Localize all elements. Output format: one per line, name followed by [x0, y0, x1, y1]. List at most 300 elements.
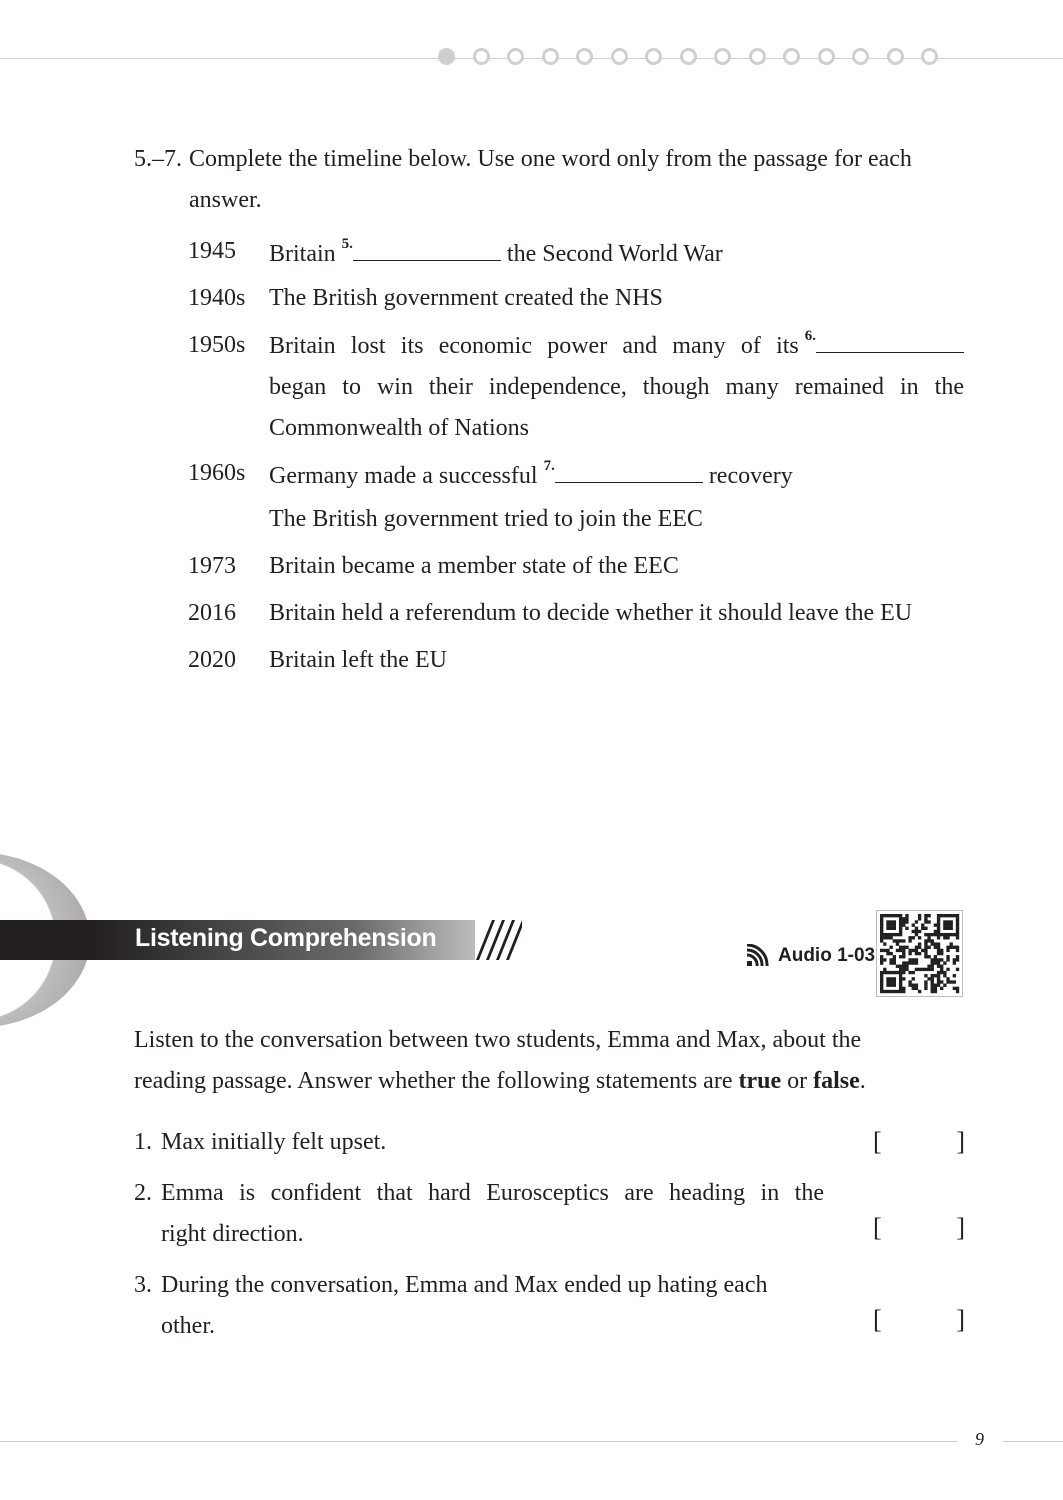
qr-module: [950, 942, 953, 945]
dot-icon: [680, 48, 697, 65]
qr-module: [886, 949, 889, 952]
qr-module: [953, 933, 956, 936]
qr-module: [937, 946, 940, 949]
qr-module: [899, 949, 902, 952]
timeline-text: the Second World War: [500, 241, 723, 267]
qr-module: [883, 958, 886, 961]
qr-module: [896, 942, 899, 945]
qr-module: [902, 923, 905, 926]
qr-module: [956, 958, 959, 961]
qr-module: [905, 917, 908, 920]
qr-module: [956, 968, 959, 971]
qr-module: [912, 949, 915, 952]
qr-module: [899, 965, 902, 968]
prompt-line: Complete the timeline below. Use one word only from the passage for each: [189, 146, 912, 172]
qr-module: [956, 987, 959, 990]
statement-item: [134, 1122, 824, 1163]
qr-module: [956, 936, 959, 939]
answer-box[interactable]: [873, 1127, 965, 1157]
qr-module: [924, 955, 927, 958]
timeline-text: began to win their independence, though many remained in the: [269, 374, 964, 400]
timeline-year: 1945: [188, 238, 236, 264]
qr-module: [934, 987, 937, 990]
qr-module: [915, 930, 918, 933]
qr-module: [927, 936, 930, 939]
answer-blank[interactable]: [353, 238, 501, 261]
qr-module: [927, 955, 930, 958]
qr-module: [924, 920, 927, 923]
qr-module: [918, 930, 921, 933]
qr-module: [896, 965, 899, 968]
qr-module: [953, 987, 956, 990]
qr-module: [883, 936, 886, 939]
blank-number: 5.: [341, 236, 353, 252]
qr-module: [899, 923, 902, 926]
qr-module: [886, 984, 889, 987]
qr-module: [889, 927, 892, 930]
qr-module: [902, 968, 905, 971]
blank-number: 7.: [543, 458, 555, 474]
qr-module: [889, 984, 892, 987]
audio-wave-icon: [746, 944, 774, 968]
qr-module: [927, 946, 930, 949]
qr-module: [899, 980, 902, 983]
qr-module: [934, 942, 937, 945]
dot-icon: [438, 48, 455, 65]
qr-module: [893, 958, 896, 961]
qr-module: [940, 952, 943, 955]
qr-module: [899, 977, 902, 980]
qr-code-image: [877, 911, 962, 996]
timeline-text: Britain left the EU: [269, 647, 447, 673]
question-prompt: [134, 139, 964, 221]
qr-module: [883, 968, 886, 971]
qr-module: [915, 987, 918, 990]
qr-module: [915, 968, 918, 971]
qr-module: [931, 939, 934, 942]
qr-module: [918, 936, 921, 939]
bracket-close: ]: [956, 1305, 965, 1334]
qr-module: [924, 914, 927, 917]
qr-module: [915, 961, 918, 964]
qr-module: [940, 987, 943, 990]
qr-module: [883, 990, 886, 993]
timeline-text: Germany made a successful: [269, 463, 544, 489]
qr-module: [880, 920, 883, 923]
question-number: 5.–7.: [134, 146, 182, 172]
qr-module: [880, 990, 883, 993]
qr-module: [940, 968, 943, 971]
qr-module: [902, 965, 905, 968]
qr-module: [889, 914, 892, 917]
qr-module: [934, 923, 937, 926]
qr-module: [953, 946, 956, 949]
qr-module: [943, 974, 946, 977]
dot-icon: [852, 48, 869, 65]
qr-module: [899, 933, 902, 936]
qr-module: [880, 930, 883, 933]
audio-link[interactable]: [746, 944, 875, 968]
instruction-text: or: [781, 1068, 814, 1094]
qr-module: [924, 927, 927, 930]
dot-icon: [714, 48, 731, 65]
qr-module: [908, 958, 911, 961]
qr-module: [937, 965, 940, 968]
item-text: During the conversation, Emma and Max ended up hating each: [161, 1272, 768, 1298]
qr-module: [905, 965, 908, 968]
qr-module: [956, 917, 959, 920]
qr-module: [918, 914, 921, 917]
answer-blank[interactable]: [816, 330, 964, 353]
instruction-text: .: [859, 1068, 866, 1094]
qr-module: [934, 961, 937, 964]
qr-module: [893, 990, 896, 993]
qr-module: [912, 961, 915, 964]
qr-module: [896, 939, 899, 942]
qr-module: [918, 990, 921, 993]
qr-module: [880, 939, 883, 942]
qr-module: [931, 942, 934, 945]
qr-module: [924, 968, 927, 971]
qr-module: [902, 987, 905, 990]
qr-module: [889, 952, 892, 955]
qr-module: [899, 984, 902, 987]
qr-module: [946, 936, 949, 939]
qr-module: [899, 990, 902, 993]
qr-module: [899, 955, 902, 958]
qr-module: [924, 974, 927, 977]
qr-module: [902, 949, 905, 952]
qr-module: [953, 961, 956, 964]
qr-module: [918, 968, 921, 971]
dot-icon: [645, 48, 662, 65]
qr-module: [886, 980, 889, 983]
qr-module: [924, 949, 927, 952]
qr-module: [886, 933, 889, 936]
qr-module: [899, 987, 902, 990]
qr-module: [937, 961, 940, 964]
qr-module: [918, 942, 921, 945]
timeline-year: 1960s: [188, 460, 246, 486]
qr-module: [921, 923, 924, 926]
qr-module: [908, 939, 911, 942]
qr-module: [915, 952, 918, 955]
qr-module: [937, 930, 940, 933]
dot-icon: [818, 48, 835, 65]
listening-instructions: [134, 1020, 964, 1102]
timeline-text: Britain held a referendum to decide whether it should leave the EU: [269, 600, 913, 626]
qr-module: [921, 968, 924, 971]
statement-item: [134, 1173, 824, 1255]
qr-module: [915, 933, 918, 936]
qr-module: [889, 971, 892, 974]
qr-module: [880, 987, 883, 990]
qr-module: [889, 923, 892, 926]
qr-module: [931, 990, 934, 993]
qr-module: [880, 961, 883, 964]
qr-module: [905, 968, 908, 971]
qr-module: [931, 933, 934, 936]
header-dots: [438, 48, 938, 70]
bracket-close: ]: [956, 1127, 965, 1156]
qr-module: [908, 936, 911, 939]
qr-module: [943, 923, 946, 926]
bracket-open: [: [873, 1213, 882, 1242]
timeline-text: Britain: [269, 241, 342, 267]
qr-module: [880, 949, 883, 952]
qr-module: [899, 974, 902, 977]
qr-module: [886, 971, 889, 974]
qr-module: [889, 920, 892, 923]
item-text: right direction.: [161, 1221, 304, 1247]
timeline-year: 2016: [188, 600, 236, 626]
qr-module: [905, 946, 908, 949]
qr-module: [931, 987, 934, 990]
qr-module: [943, 936, 946, 939]
qr-module: [934, 930, 937, 933]
qr-module: [905, 927, 908, 930]
qr-module: [940, 914, 943, 917]
qr-module: [937, 984, 940, 987]
qr-module: [908, 980, 911, 983]
qr-module: [883, 971, 886, 974]
timeline-year: 2020: [188, 647, 236, 673]
qr-module: [896, 971, 899, 974]
qr-module: [956, 955, 959, 958]
dot-icon: [611, 48, 628, 65]
qr-module: [946, 968, 949, 971]
qr-module: [899, 920, 902, 923]
qr-module: [937, 974, 940, 977]
qr-module: [937, 971, 940, 974]
qr-module: [886, 920, 889, 923]
qr-module: [893, 955, 896, 958]
instruction-line: [134, 1061, 964, 1102]
qr-module: [889, 980, 892, 983]
qr-module: [908, 961, 911, 964]
qr-module: [946, 933, 949, 936]
answer-box[interactable]: [873, 1305, 965, 1335]
dot-icon: [473, 48, 490, 65]
qr-module: [931, 974, 934, 977]
qr-module: [924, 952, 927, 955]
qr-module: [889, 936, 892, 939]
qr-module: [927, 933, 930, 936]
qr-module: [946, 958, 949, 961]
qr-module: [899, 914, 902, 917]
keyword-false: false: [813, 1068, 860, 1094]
qr-module: [934, 990, 937, 993]
qr-module: [908, 971, 911, 974]
qr-module: [883, 933, 886, 936]
qr-module: [893, 933, 896, 936]
qr-module: [889, 977, 892, 980]
qr-module: [893, 961, 896, 964]
qr-module: [889, 933, 892, 936]
qr-module: [950, 946, 953, 949]
qr-module: [931, 965, 934, 968]
item-number: 1.: [134, 1129, 152, 1155]
qr-module: [921, 927, 924, 930]
qr-module: [899, 971, 902, 974]
qr-module: [940, 965, 943, 968]
timeline-text: recovery: [702, 463, 793, 489]
qr-module: [927, 965, 930, 968]
qr-module: [893, 984, 896, 987]
qr-module: [931, 961, 934, 964]
timeline-text: Commonwealth of Nations: [269, 415, 529, 441]
qr-module: [880, 971, 883, 974]
qr-module: [946, 946, 949, 949]
answer-blank[interactable]: [555, 460, 703, 483]
item-number: 3.: [134, 1272, 152, 1298]
qr-module: [943, 914, 946, 917]
qr-module: [896, 914, 899, 917]
qr-module: [918, 946, 921, 949]
dot-icon: [749, 48, 766, 65]
qr-module: [943, 920, 946, 923]
keyword-true: true: [738, 1068, 782, 1094]
qr-module: [893, 980, 896, 983]
qr-module: [937, 914, 940, 917]
qr-module: [915, 927, 918, 930]
qr-module: [956, 923, 959, 926]
timeline-year: 1973: [188, 553, 236, 579]
qr-module: [880, 974, 883, 977]
qr-module: [924, 939, 927, 942]
qr-module: [950, 914, 953, 917]
qr-module: [943, 961, 946, 964]
qr-module: [880, 923, 883, 926]
qr-module: [886, 936, 889, 939]
timeline-text: The British government tried to join the EEC: [269, 506, 703, 532]
blank-number: 6.: [804, 328, 816, 344]
qr-module: [931, 980, 934, 983]
qr-module: [880, 958, 883, 961]
qr-module: [927, 968, 930, 971]
qr-module: [896, 933, 899, 936]
timeline-year: 1950s: [188, 332, 246, 358]
qr-module: [918, 917, 921, 920]
answer-box[interactable]: [873, 1213, 965, 1243]
qr-module: [950, 923, 953, 926]
bracket-close: ]: [956, 1213, 965, 1242]
qr-module: [899, 917, 902, 920]
qr-module: [880, 977, 883, 980]
qr-module: [956, 927, 959, 930]
qr-module: [937, 927, 940, 930]
qr-module: [946, 977, 949, 980]
qr-module: [886, 923, 889, 926]
qr-module: [934, 946, 937, 949]
qr-module: [927, 939, 930, 942]
qr-module: [924, 933, 927, 936]
qr-module: [912, 923, 915, 926]
qr-module: [934, 933, 937, 936]
qr-module: [950, 933, 953, 936]
qr-module: [912, 958, 915, 961]
dot-icon: [783, 48, 800, 65]
qr-module: [931, 968, 934, 971]
dot-icon: [921, 48, 938, 65]
qr-module: [912, 971, 915, 974]
qr-module: [937, 958, 940, 961]
qr-module: [940, 971, 943, 974]
qr-module: [899, 930, 902, 933]
qr-module: [924, 942, 927, 945]
qr-module: [937, 917, 940, 920]
qr-module: [927, 977, 930, 980]
qr-module: [915, 949, 918, 952]
timeline-entry: [269, 460, 964, 490]
timeline-entry: [269, 326, 964, 449]
qr-module: [915, 946, 918, 949]
qr-module: [918, 952, 921, 955]
qr-module: [937, 936, 940, 939]
qr-module: [950, 980, 953, 983]
qr-module: [924, 917, 927, 920]
item-text: other.: [161, 1313, 215, 1339]
qr-module: [950, 920, 953, 923]
qr-module: [915, 920, 918, 923]
qr-module: [921, 949, 924, 952]
qr-module: [943, 984, 946, 987]
qr-module: [956, 933, 959, 936]
timeline-text: Britain lost its economic power and many of its: [269, 333, 799, 359]
qr-module: [880, 955, 883, 958]
qr-module: [946, 914, 949, 917]
qr-module: [934, 955, 937, 958]
instruction-text: reading passage. Answer whether the following statements are: [134, 1068, 739, 1094]
qr-module: [912, 984, 915, 987]
qr-module: [889, 990, 892, 993]
qr-module: [883, 914, 886, 917]
qr-module: [953, 914, 956, 917]
qr-module: [934, 984, 937, 987]
qr-module: [927, 914, 930, 917]
qr-module: [927, 920, 930, 923]
qr-module: [889, 946, 892, 949]
qr-module: [902, 977, 905, 980]
qr-module: [953, 980, 956, 983]
qr-module: [902, 971, 905, 974]
qr-module: [908, 952, 911, 955]
qr-module: [908, 984, 911, 987]
qr-module: [889, 961, 892, 964]
qr-module: [880, 936, 883, 939]
qr-module: [950, 927, 953, 930]
qr-code[interactable]: [876, 910, 963, 997]
qr-module: [902, 952, 905, 955]
qr-module: [899, 968, 902, 971]
qr-module: [937, 920, 940, 923]
qr-module: [880, 984, 883, 987]
qr-module: [937, 933, 940, 936]
item-text: Emma is confident that hard Eurosceptics are heading in the: [161, 1180, 824, 1206]
qr-module: [880, 980, 883, 983]
qr-module: [934, 974, 937, 977]
qr-module: [889, 958, 892, 961]
qr-module: [905, 914, 908, 917]
qr-module: [937, 923, 940, 926]
qr-module: [893, 923, 896, 926]
qr-module: [943, 933, 946, 936]
page-number: 9: [975, 1429, 984, 1449]
qr-module: [896, 949, 899, 952]
qr-module: [886, 914, 889, 917]
qr-module: [912, 936, 915, 939]
qr-module: [902, 917, 905, 920]
